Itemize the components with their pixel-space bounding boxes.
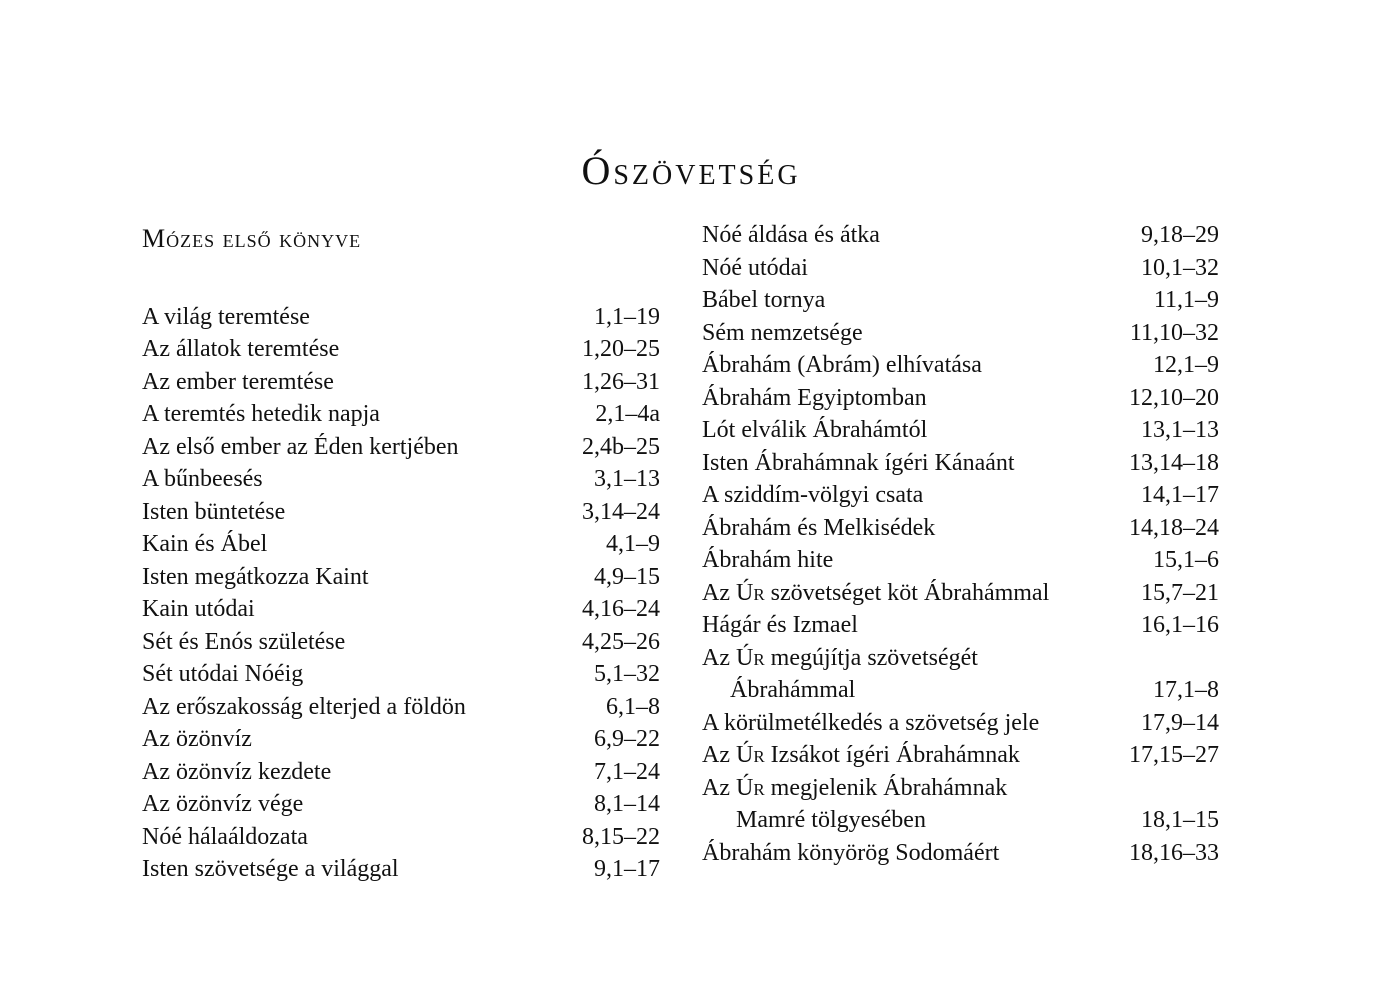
toc-entry <box>142 658 660 691</box>
toc-entry <box>702 642 1219 675</box>
entry-title: Isten büntetése <box>142 498 286 525</box>
entry-title: Ábrahám Egyiptomban <box>702 384 927 411</box>
entry-title: Kain és Ábel <box>142 531 268 557</box>
left-column <box>142 220 660 886</box>
entry-title: Nóé hálaáldozata <box>142 823 308 850</box>
entry-title: Isten Ábrahámnak ígéri Kánaánt <box>702 449 1015 476</box>
entry-reference: 4,16–24 <box>582 596 660 622</box>
page-title: Ószövetség <box>581 148 801 193</box>
entry-title: Ábrahám és Melkisédek <box>702 514 936 541</box>
toc-entry <box>702 577 1219 610</box>
entry-title: Ábrahám (Abrám) elhívatása <box>702 352 982 378</box>
book-heading: Mózes első könyve <box>142 224 362 253</box>
entry-title: Hágár és Izmael <box>702 612 858 638</box>
entry-reference: 7,1–24 <box>594 758 660 785</box>
entry-reference: 6,1–8 <box>606 693 660 720</box>
entry-reference: 17,15–27 <box>1129 742 1219 768</box>
toc-entry <box>142 301 660 334</box>
entry-title: Az Úr megjelenik Ábrahámnak <box>702 774 1008 801</box>
entry-reference: 13,14–18 <box>1129 449 1219 476</box>
toc-entry <box>702 707 1219 740</box>
toc-entry <box>702 479 1219 512</box>
entry-title: Az Úr megújítja szövetségét <box>702 644 978 671</box>
toc-entry <box>702 772 1219 805</box>
entry-reference: 1,1–19 <box>594 303 660 330</box>
entry-reference: 10,1–32 <box>1141 254 1219 281</box>
entry-title: A körülmetélkedés a szövetség jele <box>702 709 1040 736</box>
entry-reference: 12,1–9 <box>1153 352 1219 378</box>
entry-title: Nóé áldása és átka <box>702 222 880 248</box>
entry-reference: 5,1–32 <box>594 661 660 687</box>
toc-entry <box>702 414 1219 447</box>
toc-entry <box>702 544 1219 577</box>
entry-title: Az özönvíz vége <box>142 791 304 817</box>
toc-entry <box>142 756 660 789</box>
entry-reference: 18,1–15 <box>1141 807 1219 833</box>
entry-reference: 1,20–25 <box>582 336 660 362</box>
toc-entry <box>142 398 660 431</box>
toc-entry <box>142 626 660 659</box>
toc-entry <box>142 853 660 886</box>
toc-entry <box>702 382 1219 415</box>
entry-title: A teremtés hetedik napja <box>142 401 380 427</box>
entry-reference: 9,18–29 <box>1141 222 1219 248</box>
toc-entry <box>702 284 1219 317</box>
left-entry-list <box>142 301 660 886</box>
entry-title: A sziddím-völgyi csata <box>702 482 924 508</box>
entry-reference: 1,26–31 <box>582 368 660 395</box>
entry-reference: 4,9–15 <box>594 563 660 590</box>
toc-entry <box>142 593 660 626</box>
entry-reference: 8,1–14 <box>594 791 660 817</box>
entry-reference: 4,25–26 <box>582 628 660 655</box>
entry-reference: 13,1–13 <box>1141 417 1219 443</box>
entry-title: Az Úr szövetséget köt Ábrahámmal <box>702 579 1050 606</box>
entry-reference: 14,1–17 <box>1141 482 1219 508</box>
entry-reference: 18,16–33 <box>1129 839 1219 866</box>
toc-entry <box>702 739 1219 772</box>
entry-title: Az özönvíz kezdete <box>142 758 332 785</box>
entry-title: Bábel tornya <box>702 287 826 313</box>
toc-entry <box>702 219 1219 252</box>
entry-title: Isten megátkozza Kaint <box>142 563 369 590</box>
toc-entry <box>142 691 660 724</box>
entry-title: A világ teremtése <box>142 303 310 330</box>
entry-reference: 3,14–24 <box>582 498 660 525</box>
toc-entry <box>142 723 660 756</box>
entry-reference: 9,1–17 <box>594 856 660 882</box>
entry-reference: 17,9–14 <box>1141 709 1219 736</box>
entry-title: Kain utódai <box>142 596 255 622</box>
toc-entry <box>702 447 1219 480</box>
entry-reference: 2,1–4a <box>595 401 660 427</box>
entry-reference: 15,1–6 <box>1153 547 1219 573</box>
toc-entry <box>702 317 1219 350</box>
entry-title: Az özönvíz <box>142 726 252 752</box>
right-column <box>702 219 1219 869</box>
entry-title: Ábrahám hite <box>702 547 834 573</box>
entry-title: Az első ember az Éden kertjében <box>142 433 459 460</box>
entry-title: Sét utódai Nóéig <box>142 661 304 687</box>
entry-title: Sém nemzetsége <box>702 319 863 346</box>
entry-title: Ábrahámmal <box>730 677 856 703</box>
toc-entry <box>702 609 1219 642</box>
toc-entry <box>142 528 660 561</box>
entry-reference: 8,15–22 <box>582 823 660 850</box>
entry-reference: 11,10–32 <box>1129 319 1219 346</box>
entry-reference: 11,1–9 <box>1153 287 1219 313</box>
entry-reference: 12,10–20 <box>1129 384 1219 411</box>
entry-title: Lót elválik Ábrahámtól <box>702 417 928 443</box>
toc-entry <box>702 512 1219 545</box>
entry-reference: 16,1–16 <box>1141 612 1219 638</box>
entry-reference: 14,18–24 <box>1129 514 1219 541</box>
toc-entry <box>702 804 1219 837</box>
toc-entry <box>142 366 660 399</box>
entry-reference: 17,1–8 <box>1153 677 1219 703</box>
toc-entry <box>702 674 1219 707</box>
entry-reference: 6,9–22 <box>594 726 660 752</box>
toc-entry <box>142 333 660 366</box>
entry-title: Isten szövetsége a világgal <box>142 856 399 882</box>
entry-title: Mamré tölgyesében <box>736 807 926 833</box>
entry-title: Az erőszakosság elterjed a földön <box>142 693 466 720</box>
entry-title: Az állatok teremtése <box>142 336 340 362</box>
entry-title: Az Úr Izsákot ígéri Ábrahámnak <box>702 742 1020 768</box>
toc-entry <box>142 561 660 594</box>
toc-entry <box>142 496 660 529</box>
toc-entry <box>142 821 660 854</box>
entry-title: Sét és Enós születése <box>142 628 346 655</box>
entry-reference: 3,1–13 <box>594 466 660 492</box>
toc-entry <box>142 463 660 496</box>
toc-entry <box>702 349 1219 382</box>
right-entry-list <box>702 219 1219 869</box>
entry-title: Nóé utódai <box>702 254 808 281</box>
toc-entry <box>142 431 660 464</box>
toc-entry <box>702 252 1219 285</box>
toc-entry <box>702 837 1219 870</box>
entry-title: A bűnbeesés <box>142 466 263 492</box>
entry-title: Ábrahám könyörög Sodomáért <box>702 839 1000 866</box>
entry-title: Az ember teremtése <box>142 368 334 395</box>
entry-reference: 15,7–21 <box>1141 579 1219 606</box>
entry-reference: 2,4b–25 <box>582 433 660 460</box>
entry-reference: 4,1–9 <box>606 531 660 557</box>
toc-entry <box>142 788 660 821</box>
